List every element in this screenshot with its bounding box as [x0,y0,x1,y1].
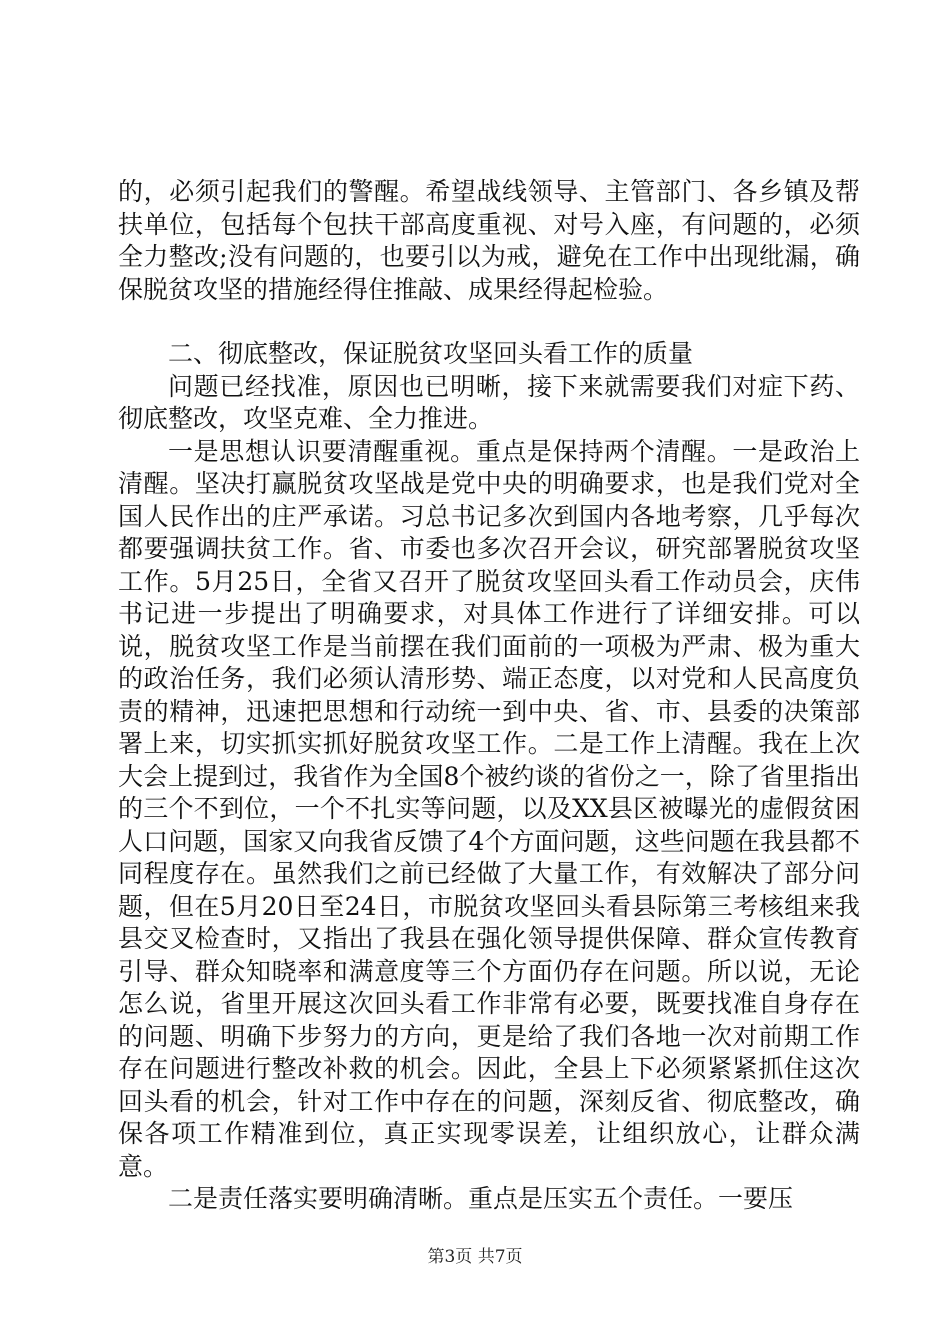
section-heading: 二、彻底整改，保证脱贫攻坚回头看工作的质量 [168,339,694,368]
paragraph-thinking: 一是思想认识要清醒重视。重点是保持两个清醒。一是政治上清醒。坚决打赢脱贫攻坚战是党中央的明确要求，也是我们党对全国人民作出的庄严承诺。习总书记多次到国内各地考察，几乎每次都要强调扶贫工作。省、市委也多次召开会议，研究部署脱贫攻坚工作。5月25日，全省又召开了脱贫攻坚回头看工作动员会，庆伟书记进一步提出了明确要求，对具体工作进行了详细安排。可以说，脱贫攻坚工作是当前摆在我们面前的一项极为严肃、极为重大的政治任务，我们必须认清形势、端正态度，以对党和人民高度负责的精神，迅速把思想和行动统一到中央、省、市、县委的决策部署上来，切实抓实抓好脱贫攻坚工作。二是工作上清醒。我在上次大会上提到过，我省作为全国8个被约谈的省份之一，除了省里指出的三个不到位，一个不扎实等问题，以及XX县区被曝光的虚假贫困人口问题，国家又向我省反馈了4个方面问题，这些问题在我县都不同程度存在。虽然我们之前已经做了大量工作，有效解决了部分问题，但在5月20日至24日，市脱贫攻坚回头看县际第三考核组来我县交叉检查时，又指出了我县在强化领导提供保障、群众宣传教育引导、群众知晓率和满意度等三个方面仍存在问题。所以说，无论怎么说，省里开展这次回头看工作非常有必要，既要找准自身存在的问题、明确下步努力的方向，更是给了我们各地一次对前期工作存在问题进行整改补救的机会。因此，全县上下必须紧紧抓住这次回头看的机会，针对工作中存在的问题，深刻反省、彻底整改，确保各项工作精准到位，真正实现零误差，让组织放心，让群众满意。 [118,436,860,1181]
paragraph-spacer [118,306,860,338]
paragraph-continuation: 的，必须引起我们的警醒。希望战线领导、主管部门、各乡镇及帮扶单位，包括每个包扶干部高度重视、对号入座，有问题的，必须全力整改;没有问题的，也要引以为戒，避免在工作中出现纰漏，确保脱贫攻坚的措施经得住推敲、成果经得起检验。 [118,177,860,304]
paragraph-intro: 问题已经找准，原因也已明晰，接下来就需要我们对症下药、彻底整改，攻坚克难、全力推进。 [118,371,860,433]
page-number-footer: 第3页 共7页 [427,1247,523,1267]
paragraph-responsibility: 二是责任落实要明确清晰。重点是压实五个责任。一要压 [168,1184,794,1213]
document-body [118,176,860,1216]
